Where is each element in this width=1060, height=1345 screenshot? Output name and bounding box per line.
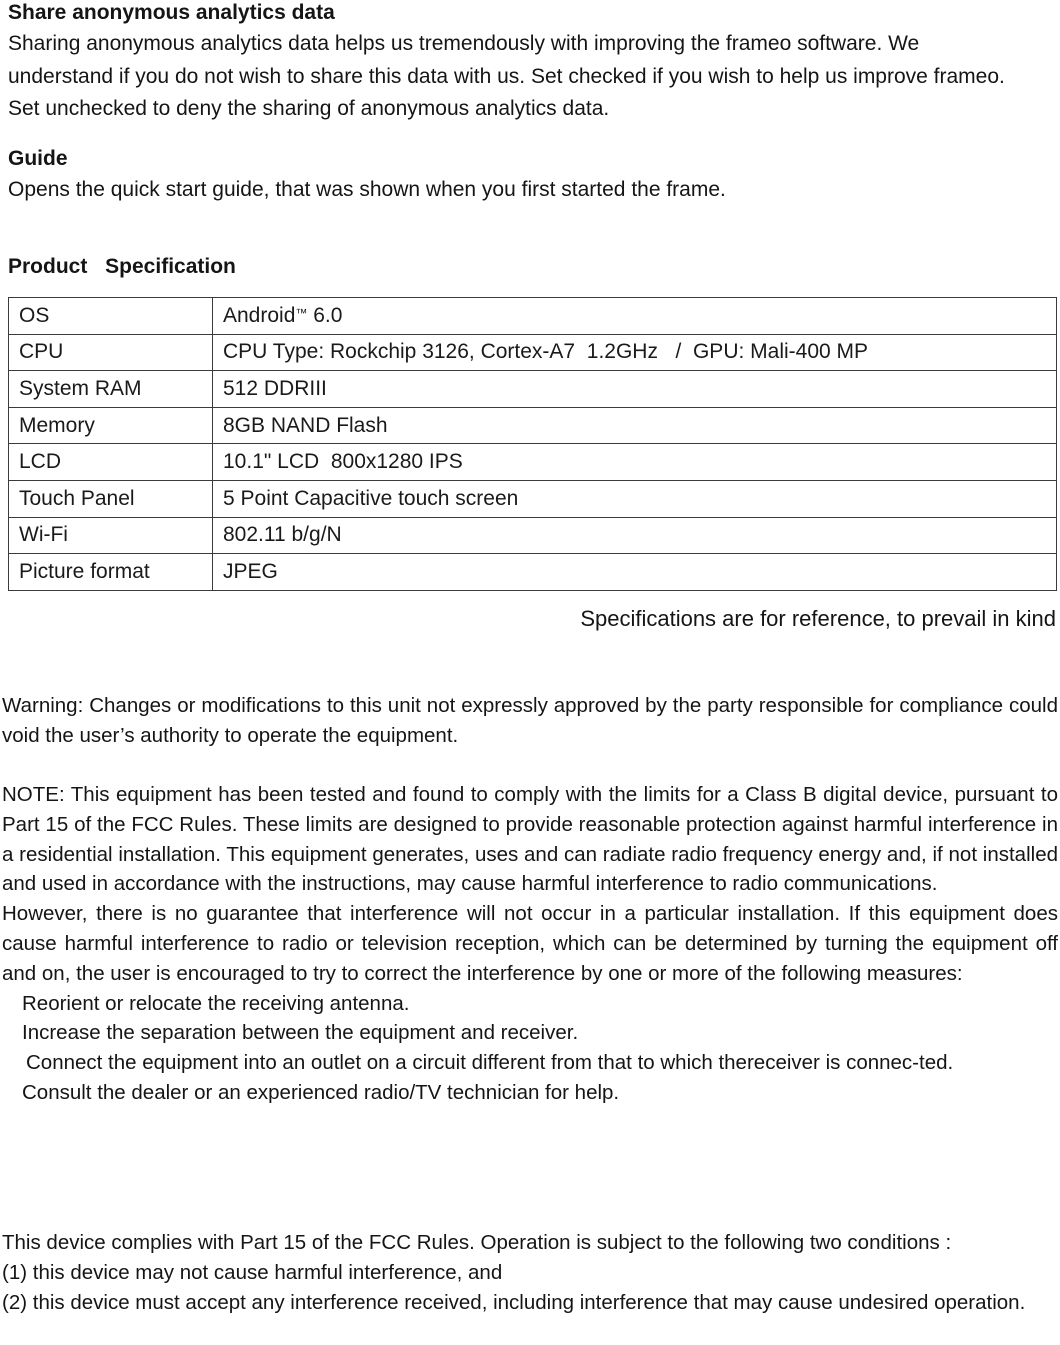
spec-key: System RAM (9, 371, 213, 408)
spec-value: JPEG (213, 554, 1057, 591)
spec-key: Touch Panel (9, 480, 213, 517)
spec-key: Memory (9, 407, 213, 444)
spec-row-cpu (9, 334, 1057, 371)
compliance-statement (2, 1228, 1058, 1317)
spec-reference-note: Specifications are for reference, to prevail in kind (580, 606, 1056, 631)
compliance-intro: This device complies with Part 15 of the FCC Rules. Operation is subject to the following two conditions : (2, 1231, 952, 1254)
spec-row-ram (9, 371, 1057, 408)
spec-heading: Product Specification (8, 255, 236, 278)
spec-value: 802.11 b/g/N (213, 517, 1057, 554)
fcc-note (2, 780, 1058, 1108)
spec-value: 5 Point Capacitive touch screen (213, 480, 1057, 517)
spec-value: 512 DDRIII (213, 371, 1057, 408)
spec-key: OS (9, 298, 213, 335)
spec-row-memory (9, 407, 1057, 444)
measure-item: Consult the dealer or an experienced radio/TV technician for help. (22, 1080, 620, 1104)
analytics-description: Sharing anonymous analytics data helps us tremendously with improving the frameo software. We understand if you do not wish to share this data with us. Set checked if you wish to help us improve frameo. Set unchecked to deny the sharing of anonymous analytics data. (8, 32, 1005, 120)
measure-item: Increase the separation between the equipment and receiver. (22, 1021, 579, 1045)
spec-row-wifi (9, 517, 1057, 554)
spec-row-os (9, 298, 1057, 335)
spec-value-os: Android (223, 303, 296, 327)
spec-value: 10.1" LCD 800x1280 IPS (213, 444, 1057, 481)
os-version: 6.0 (313, 303, 343, 327)
compliance-condition-2: (2) this device must accept any interference received, including interference that may cause undesired operation. (2, 1290, 1026, 1314)
spec-value: CPU Type: Rockchip 3126, Cortex-A7 1.2GHz / GPU: Mali-400 MP (213, 334, 1057, 371)
measure-item: Reorient or relocate the receiving antenna. (22, 991, 410, 1015)
measure-item: Connect the equipment into an outlet on a circuit different from that to which thereceiver is connec-ted. (26, 1051, 954, 1075)
spec-key: LCD (9, 444, 213, 481)
warning-paragraph: Warning: Changes or modifications to this unit not expressly approved by the party responsible for compliance could void the user’s authority to operate the equipment. (2, 694, 1058, 747)
spec-value (213, 298, 1057, 335)
fcc-guarantee-paragraph: However, there is no guarantee that interference will not occur in a particular installation. If this equipment does cause harmful interference to radio or television reception, which can be determined by turning the equipment off and on, the user is encouraged to try to correct the interference by one or more of the following measures: (2, 902, 1058, 985)
compliance-condition-1: (1) this device may not cause harmful interference, and (2, 1260, 503, 1284)
spec-row-picture (9, 554, 1057, 591)
trademark-mark: ™ (295, 305, 308, 320)
spec-key: Picture format (9, 554, 213, 591)
spec-row-lcd (9, 444, 1057, 481)
spec-row-touch (9, 480, 1057, 517)
fcc-note-paragraph: NOTE: This equipment has been tested and found to comply with the limits for a Class B digital device, pursuant to Part 15 of the FCC Rules. These limits are designed to provide reasonable protection against harmful interference in a residential installation. This equipment generates, uses and can radiate radio frequency energy and, if not installed and used in accordance with the instructions, may cause harmful interference to radio communications. (2, 783, 1058, 896)
spec-value: 8GB NAND Flash (213, 407, 1057, 444)
guide-heading: Guide (8, 147, 68, 170)
spec-key: CPU (9, 334, 213, 371)
spec-key: Wi-Fi (9, 517, 213, 554)
analytics-heading: Share anonymous analytics data (8, 1, 335, 24)
guide-description: Opens the quick start guide, that was shown when you first started the frame. (8, 178, 726, 201)
spec-table (8, 297, 1057, 591)
